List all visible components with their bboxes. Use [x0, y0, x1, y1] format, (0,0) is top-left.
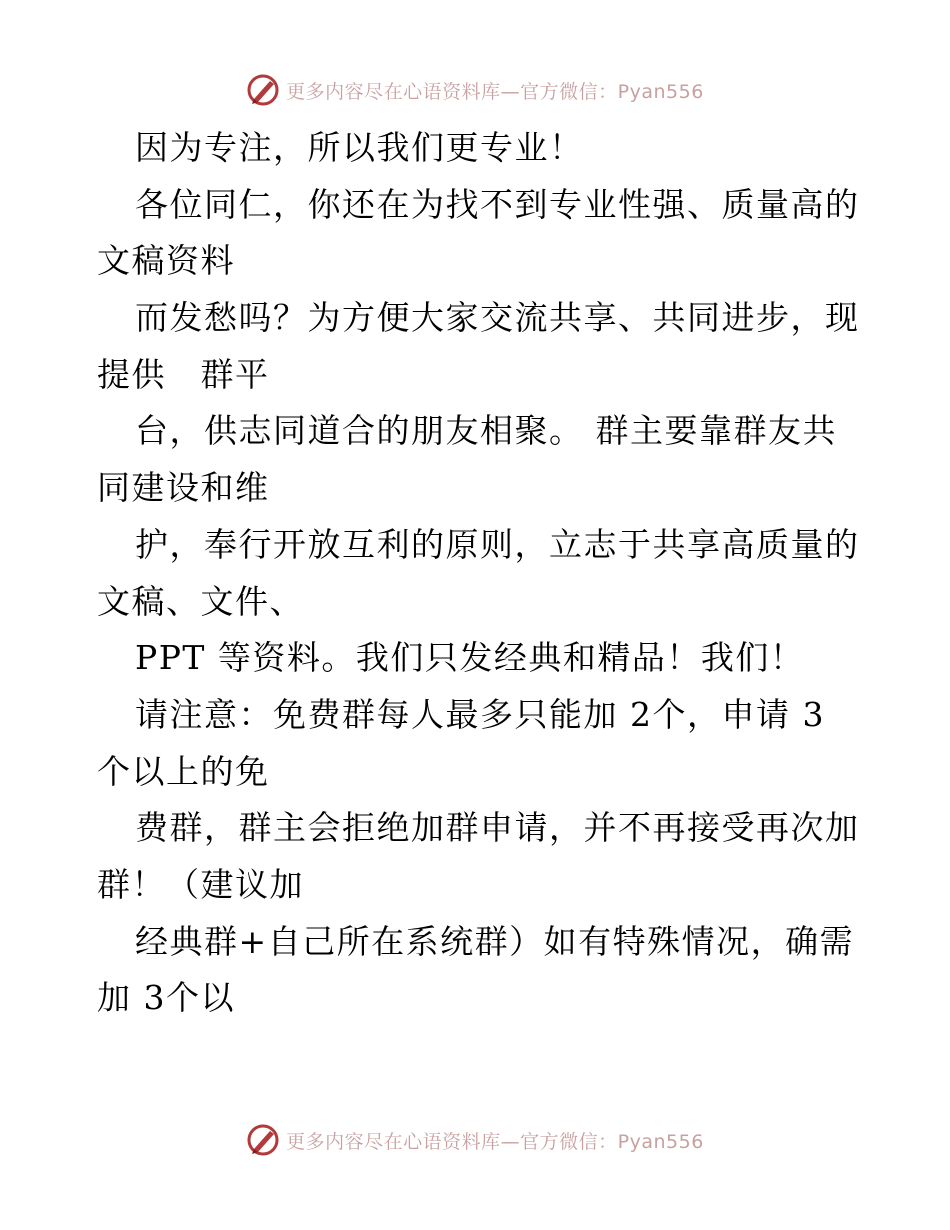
document-body	[97, 120, 860, 1027]
text-line: 个以上的免	[97, 751, 270, 791]
text-line: 群！（建议加	[97, 864, 304, 904]
text-line: 同建设和维	[97, 468, 270, 508]
text-line: 而发愁吗？为方便大家交流共享、共同进步，现	[135, 298, 860, 338]
logo-icon	[246, 73, 280, 107]
text-line: 护，奉行开放互利的原则，立志于共享高质量的	[135, 524, 860, 564]
text-line: 经典群+自己所在系统群）如有特殊情况，确需	[135, 921, 855, 961]
text-line: 台，供志同道合的朋友相聚。 群主要靠群友共	[135, 411, 837, 451]
text-line: 文稿、文件、	[97, 581, 304, 621]
text-line: 因为专注，所以我们更专业！	[135, 128, 584, 167]
text-line: 提供 群平	[97, 354, 270, 394]
text-line: 文稿资料	[97, 241, 235, 281]
header-watermark	[0, 70, 950, 110]
text-line: PPT 等资料。我们只发经典和精品！我们！	[135, 638, 805, 678]
watermark-text: 更多内容尽在心语资料库—官方微信：Pyan556	[286, 1130, 704, 1153]
footer-watermark	[0, 1120, 950, 1160]
text-line: 请注意：免费群每人最多只能加 2个，申请 3	[135, 694, 825, 734]
text-line: 加 3个以	[97, 978, 235, 1018]
text-line: 各位同仁，你还在为找不到专业性强、质量高的	[135, 184, 860, 224]
watermark-text: 更多内容尽在心语资料库—官方微信：Pyan556	[286, 80, 704, 103]
text-line: 费群，群主会拒绝加群申请，并不再接受再次加	[135, 808, 860, 848]
logo-icon	[246, 1123, 280, 1157]
